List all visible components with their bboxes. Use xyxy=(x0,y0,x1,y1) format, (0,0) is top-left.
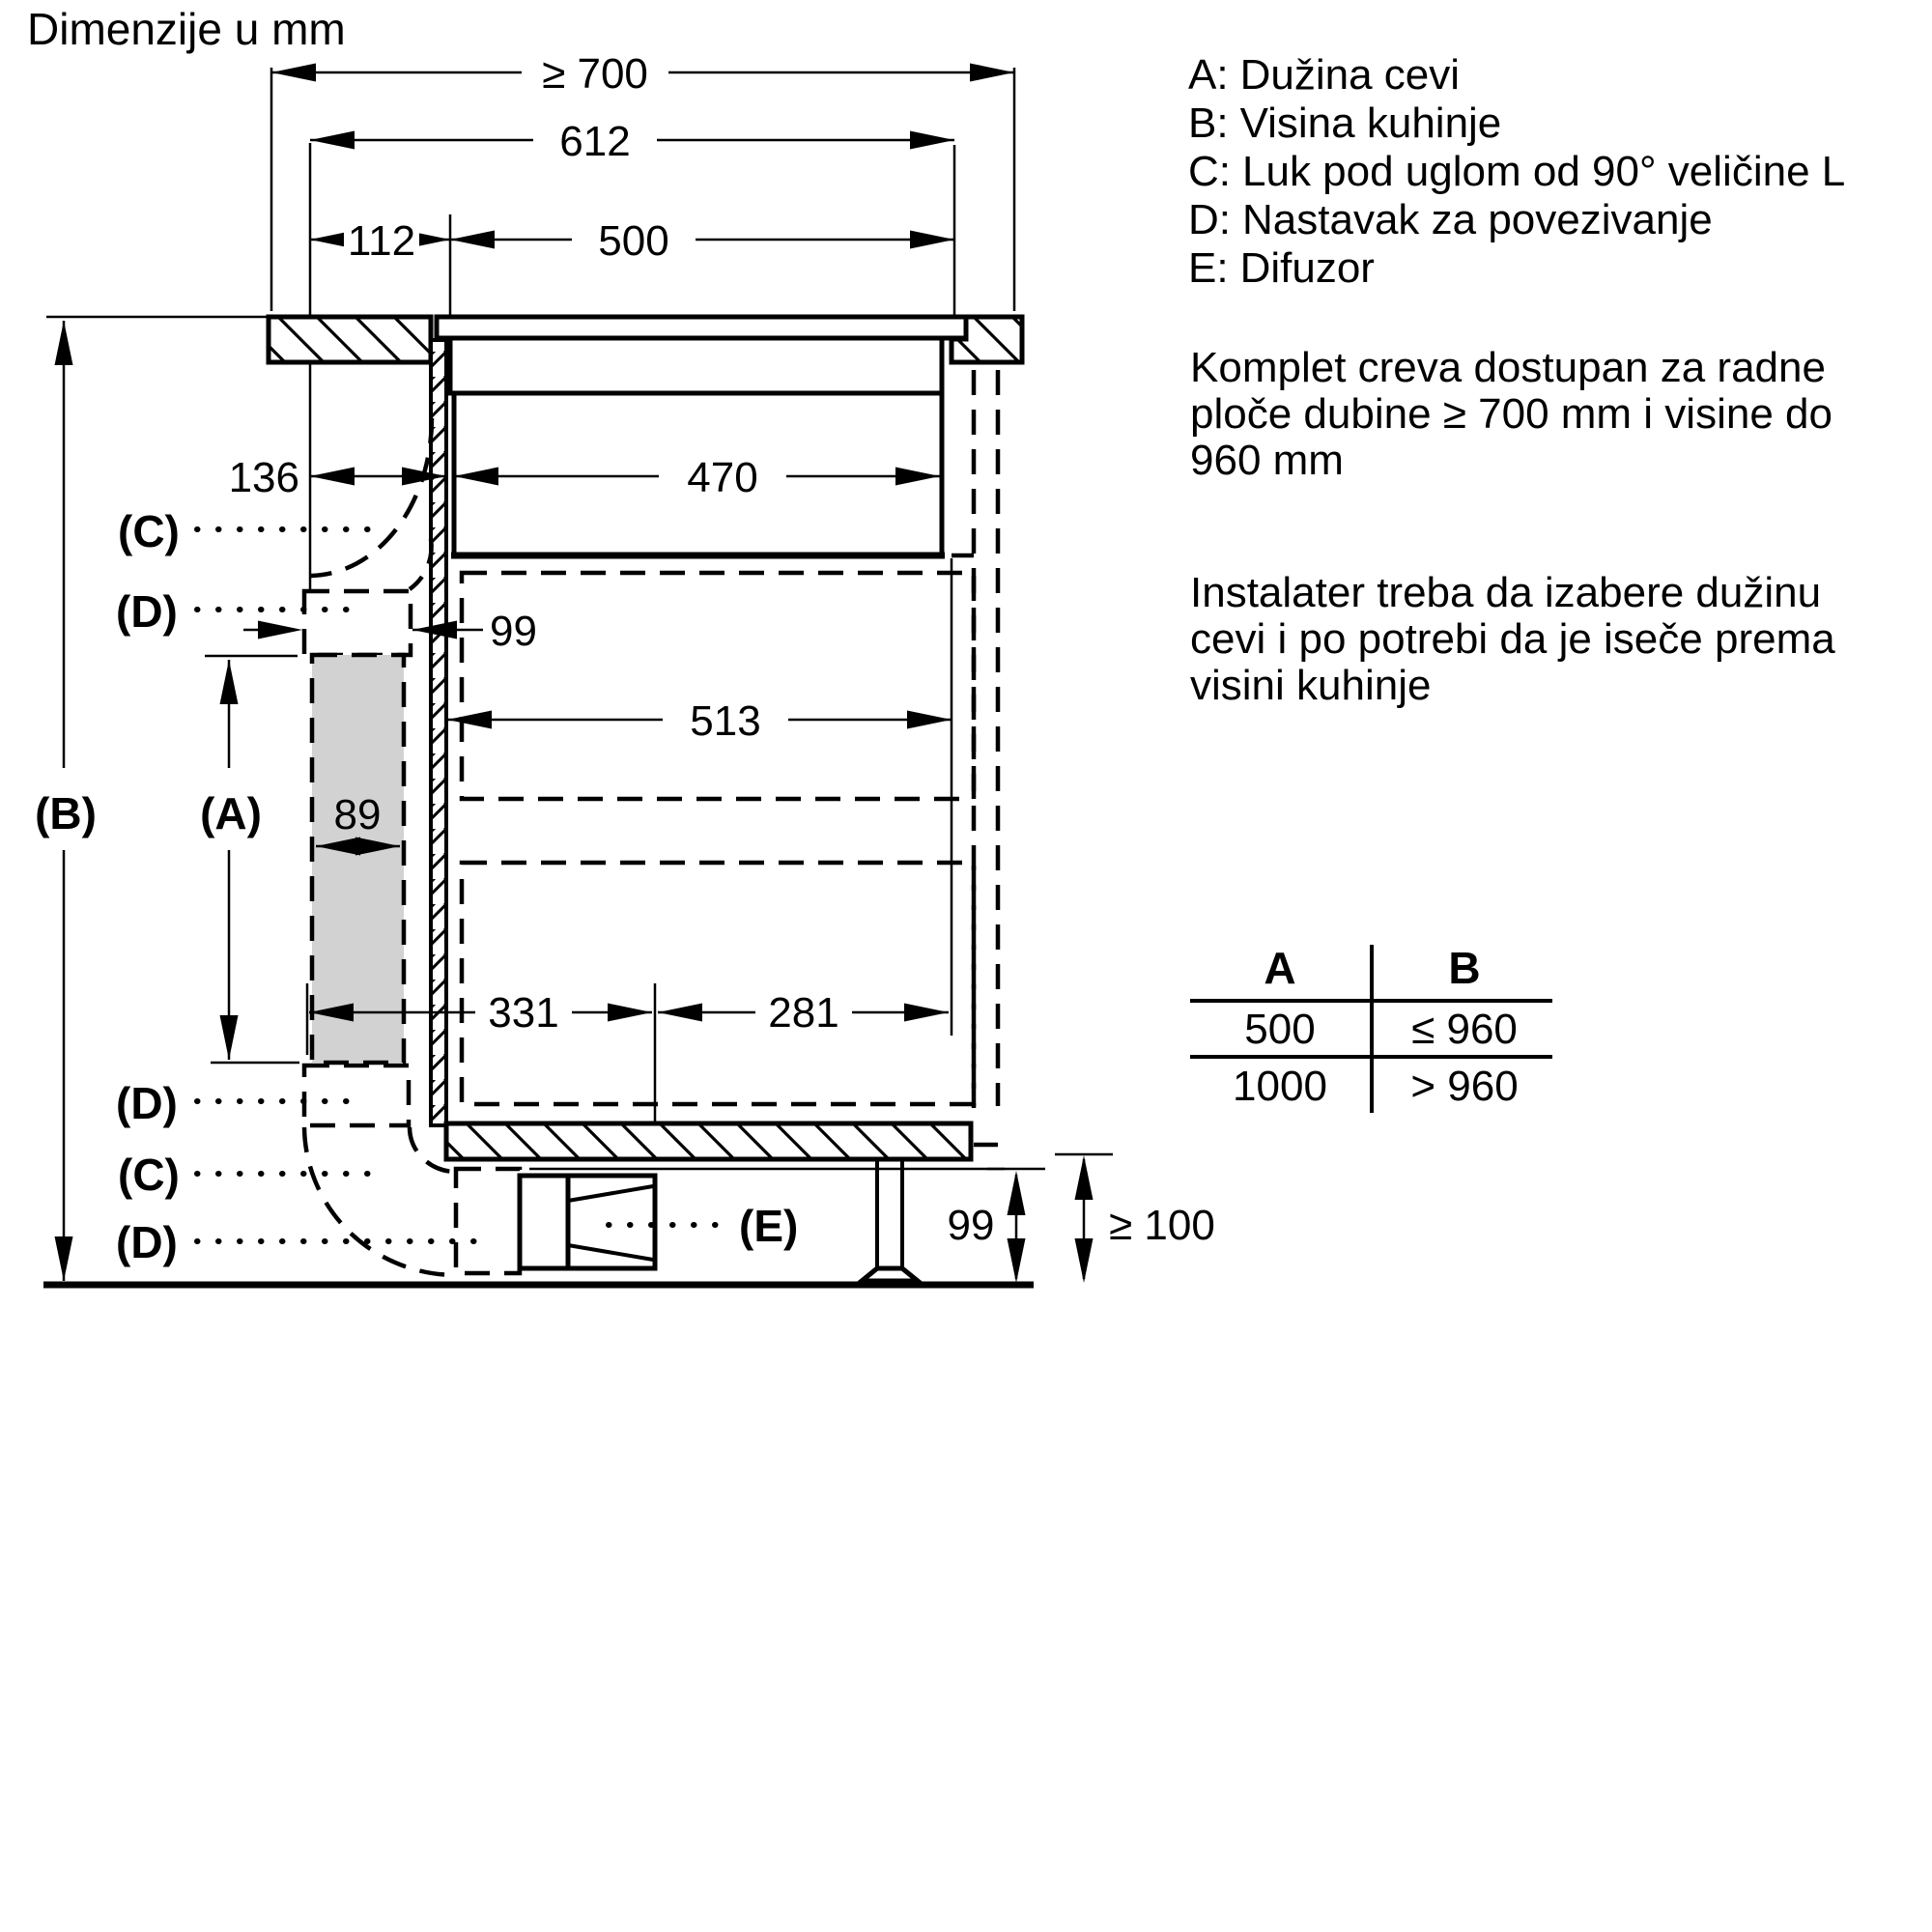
label-b: (B) xyxy=(35,788,97,838)
ab-table xyxy=(1190,943,1552,1113)
dim-plinth-99 xyxy=(948,1169,1045,1283)
cabinet-shelf xyxy=(446,1123,971,1159)
label-d-bottom-text: (D) xyxy=(116,1217,178,1267)
dim-89-label: 89 xyxy=(333,791,382,838)
dim-500-label: 500 xyxy=(598,217,669,265)
duct-wall xyxy=(431,340,446,1125)
hob-glass xyxy=(437,317,966,338)
note1-line3: 960 mm xyxy=(1190,437,1344,484)
dim-100-label: ≥ 100 xyxy=(1109,1202,1215,1249)
dim-plinth-min-100 xyxy=(1055,1154,1215,1283)
note2-line1: Instalater treba da izabere dužinu xyxy=(1190,569,1822,616)
dim-513-label: 513 xyxy=(690,697,761,745)
table-header-b: B xyxy=(1448,943,1481,993)
svg-text:B:Visina kuhinje xyxy=(1188,99,1501,147)
cabinet-lower-zone xyxy=(462,863,974,1104)
tube-a xyxy=(312,655,404,1063)
dim-a-vertical xyxy=(200,656,299,1063)
bend-bottom-outer-arc xyxy=(304,1127,457,1275)
label-c-top xyxy=(118,506,384,556)
svg-text:D:Nastavak za povezivanje xyxy=(1188,196,1713,243)
dim-281-label: 281 xyxy=(768,989,839,1037)
dim-cutout-500 xyxy=(450,213,954,265)
diffuser xyxy=(520,1176,655,1268)
dim-b-vertical xyxy=(35,321,97,1281)
note1-line2: ploče dubine ≥ 700 mm i visine do xyxy=(1190,390,1833,438)
table-header-a: A xyxy=(1264,943,1296,993)
note2-line2: cevi i po potrebi da je iseče prema xyxy=(1190,615,1835,663)
dim-99b-label: 99 xyxy=(947,1202,995,1249)
table-cell-r1c2: ≤ 960 xyxy=(1411,1006,1518,1053)
bend-top-inner-arc xyxy=(410,539,432,589)
legend-key-a: A: xyxy=(1188,51,1229,99)
dim-offset-112 xyxy=(310,213,450,319)
diffuser-connector-box xyxy=(456,1169,520,1273)
table-cell-r1c1: 500 xyxy=(1244,1006,1316,1053)
connector-top-arrow xyxy=(243,621,302,639)
dim-612-label: 612 xyxy=(559,118,631,165)
table-cell-r2c1: 1000 xyxy=(1233,1063,1327,1110)
legend-key-e: E: xyxy=(1188,244,1229,292)
legend-text-e: Difuzor xyxy=(1239,244,1375,292)
connector-bottom-box xyxy=(304,1065,409,1125)
label-d-mid-text: (D) xyxy=(116,1078,178,1128)
note1-line1: Komplet creva dostupan za radne xyxy=(1190,344,1826,391)
svg-text:C:Luk pod uglom od 90° veličin xyxy=(1188,148,1845,195)
dim-right-281 xyxy=(658,985,949,1039)
legend-text-b: Visina kuhinje xyxy=(1239,99,1502,147)
worktop-left-section xyxy=(269,317,431,362)
dim-470-label: 470 xyxy=(687,454,758,501)
dim-inner-513 xyxy=(447,693,952,747)
legend-key-d: D: xyxy=(1188,196,1231,243)
dim-112-label: 112 xyxy=(347,217,416,265)
note2-line3: visini kuhinje xyxy=(1190,662,1432,709)
bend-top-outer-arc xyxy=(311,418,432,576)
dim-gap-136 xyxy=(229,454,446,501)
label-c-bottom-text: (C) xyxy=(118,1150,180,1200)
label-a: (A) xyxy=(200,788,262,838)
legend-text-c: Luk pod uglom od 90° veličine L xyxy=(1242,148,1846,195)
label-c-bottom xyxy=(118,1150,369,1200)
dim-99a-label: 99 xyxy=(490,608,537,655)
label-d-top-text: (D) xyxy=(116,586,178,637)
label-e-text: (E) xyxy=(739,1201,799,1251)
svg-text:E:Difuzor xyxy=(1188,244,1375,292)
label-d-bottom xyxy=(116,1217,483,1267)
table-cell-r2c2: > 960 xyxy=(1410,1063,1519,1110)
cabinet-upper-zone xyxy=(462,573,974,799)
legend-text-a: Dužina cevi xyxy=(1239,51,1461,99)
dim-136-label: 136 xyxy=(228,454,299,501)
dim-331-label: 331 xyxy=(488,989,559,1037)
note-hose-kit xyxy=(1190,344,1833,484)
legend-text-d: Nastavak za povezivanje xyxy=(1242,196,1713,243)
legend xyxy=(1188,51,1845,292)
page-title: Dimenzije u mm xyxy=(27,4,346,54)
support-leg xyxy=(862,1159,918,1281)
legend-key-b: B: xyxy=(1188,99,1229,147)
svg-text:A:Dužina cevi xyxy=(1188,51,1460,99)
legend-key-c: C: xyxy=(1188,148,1231,195)
label-c-top-text: (C) xyxy=(118,506,180,556)
connector-top-box xyxy=(304,591,411,655)
note-installer xyxy=(1190,569,1835,709)
dim-depth-label: ≥ 700 xyxy=(542,50,648,98)
dim-depth-700 xyxy=(271,43,1014,311)
hob-frame xyxy=(450,338,942,393)
